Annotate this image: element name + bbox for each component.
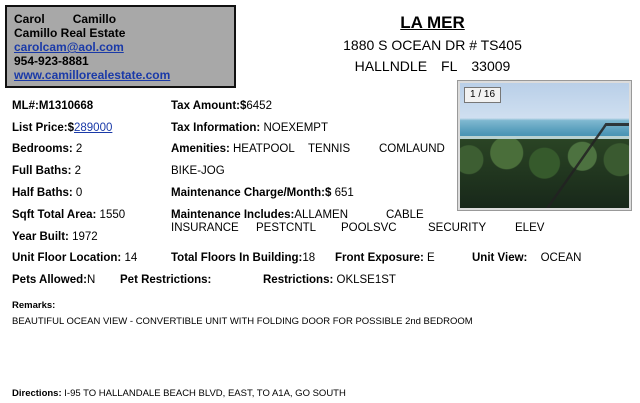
field-unit-floor	[12, 251, 137, 265]
field-half-baths	[12, 186, 82, 200]
bedrooms-value: 2	[75, 143, 83, 155]
mls-label: ML#:	[12, 100, 39, 112]
maint-include-4-wrap	[256, 221, 316, 235]
amenity-2-wrap	[308, 142, 350, 156]
maint-charge-label: Maintenance Charge/Month:$	[171, 187, 332, 199]
property-city-line	[320, 57, 545, 75]
pets-allowed-label: Pets Allowed:	[12, 274, 87, 286]
unit-view-value: OCEAN	[540, 252, 582, 264]
bedrooms-label: Bedrooms:	[12, 143, 73, 155]
maint-include-7-wrap	[515, 221, 544, 235]
amenities-label: Amenities:	[171, 143, 230, 155]
amenity-4: BIKE-JOG	[171, 165, 225, 177]
field-total-floors	[171, 251, 315, 265]
tax-info-label: Tax Information:	[171, 122, 261, 134]
property-name: LA MER	[400, 13, 465, 32]
directions-label: Directions:	[12, 388, 62, 399]
field-year-built	[12, 230, 98, 244]
remarks-label: Remarks:	[12, 300, 56, 311]
maint-include-3: INSURANCE	[171, 222, 239, 234]
amenity-2: TENNIS	[308, 143, 351, 155]
maint-include-5-wrap	[341, 221, 397, 235]
property-photo-frame[interactable]	[457, 80, 632, 211]
sqft-label: Sqft Total Area:	[12, 209, 97, 221]
maint-include-2-wrap	[386, 208, 424, 222]
maint-includes-label: Maintenance Includes:	[171, 209, 295, 221]
unit-floor-value: 14	[124, 252, 138, 264]
front-exposure-value: E	[427, 252, 435, 264]
field-maint-includes	[171, 208, 348, 222]
mls-value: M1310668	[38, 100, 94, 112]
field-maint-charge	[171, 186, 354, 200]
amenity-3: COMLAUND	[379, 143, 445, 155]
tax-amount-value: 6452	[246, 100, 272, 112]
pets-allowed-value: N	[86, 274, 96, 286]
list-price-link[interactable]: 289000	[74, 122, 113, 134]
half-baths-label: Half Baths:	[12, 187, 73, 199]
field-unit-view	[472, 251, 582, 265]
year-built-label: Year Built:	[12, 231, 69, 243]
unit-floor-label: Unit Floor Location:	[12, 252, 122, 264]
field-front-exposure	[335, 251, 435, 265]
total-floors-label: Total Floors In Building:	[171, 252, 303, 264]
amenity-3-wrap	[379, 142, 445, 156]
agent-name	[14, 12, 227, 26]
pet-restrictions-label: Pet Restrictions:	[120, 274, 212, 286]
maint-include-2: CABLE	[386, 209, 424, 221]
maint-charge-value: 651	[334, 187, 354, 199]
restrictions-value: OKLSE1ST	[336, 274, 396, 286]
property-zip: 33009	[471, 58, 511, 74]
field-restrictions	[263, 273, 396, 287]
remarks-text: BEAUTIFUL OCEAN VIEW - CONVERTIBLE UNIT WITH FOLDING DOOR FOR POSSIBLE 2nd BEDROOM	[12, 316, 473, 327]
restrictions-label: Restrictions:	[263, 274, 334, 286]
field-tax-info	[171, 121, 328, 135]
field-mls	[12, 99, 93, 113]
agent-email-link[interactable]: carolcam@aol.com	[14, 40, 124, 54]
agent-last-name: Camillo	[72, 12, 117, 26]
amenity-1: HEATPOOL	[233, 143, 295, 155]
agent-phone: 954-923-8881	[14, 54, 89, 68]
amenity-4-wrap	[171, 164, 225, 178]
field-amenities	[171, 142, 295, 156]
maint-include-3-wrap	[171, 221, 239, 235]
agent-website-link[interactable]: www.camillorealestate.com	[14, 68, 171, 82]
tax-amount-label: Tax Amount:$	[171, 100, 247, 112]
maint-include-7: ELEV	[515, 222, 545, 234]
photo-counter: 1 / 16	[464, 87, 501, 103]
maint-include-6: SECURITY	[428, 222, 487, 234]
field-bedrooms	[12, 142, 82, 156]
maint-include-5: POOLSVC	[341, 222, 397, 234]
list-price-label: List Price:$	[12, 122, 74, 134]
full-baths-label: Full Baths:	[12, 165, 72, 177]
property-address: 1880 S OCEAN DR # TS405	[343, 37, 522, 53]
field-pets-allowed	[12, 273, 95, 287]
total-floors-value: 18	[302, 252, 316, 264]
property-state: FL	[441, 58, 458, 74]
field-full-baths	[12, 164, 81, 178]
tax-info-value: NOEXEMPT	[263, 122, 328, 134]
agent-first-name: Carol	[14, 12, 45, 26]
field-list-price	[12, 121, 112, 135]
maint-include-6-wrap	[428, 221, 486, 235]
agent-contact-box	[5, 5, 236, 88]
unit-view-label: Unit View:	[472, 252, 528, 264]
year-built-value: 1972	[72, 231, 98, 243]
sqft-value: 1550	[99, 209, 126, 221]
full-baths-value: 2	[74, 165, 82, 177]
front-exposure-label: Front Exposure:	[335, 252, 424, 264]
directions	[12, 388, 346, 399]
half-baths-value: 0	[75, 187, 83, 199]
property-city: HALLNDLE	[354, 58, 428, 74]
field-tax-amount	[171, 99, 272, 113]
maint-include-4: PESTCNTL	[256, 222, 317, 234]
maint-include-1: ALLAMEN	[294, 209, 349, 221]
directions-text: I-95 TO HALLANDALE BEACH BLVD, EAST, TO A1A, GO SOUTH	[64, 388, 346, 399]
property-photo[interactable]	[460, 83, 629, 208]
agent-company: Camillo Real Estate	[14, 26, 126, 40]
field-pet-restrictions	[120, 273, 211, 287]
field-sqft	[12, 208, 125, 222]
property-header	[320, 12, 545, 75]
